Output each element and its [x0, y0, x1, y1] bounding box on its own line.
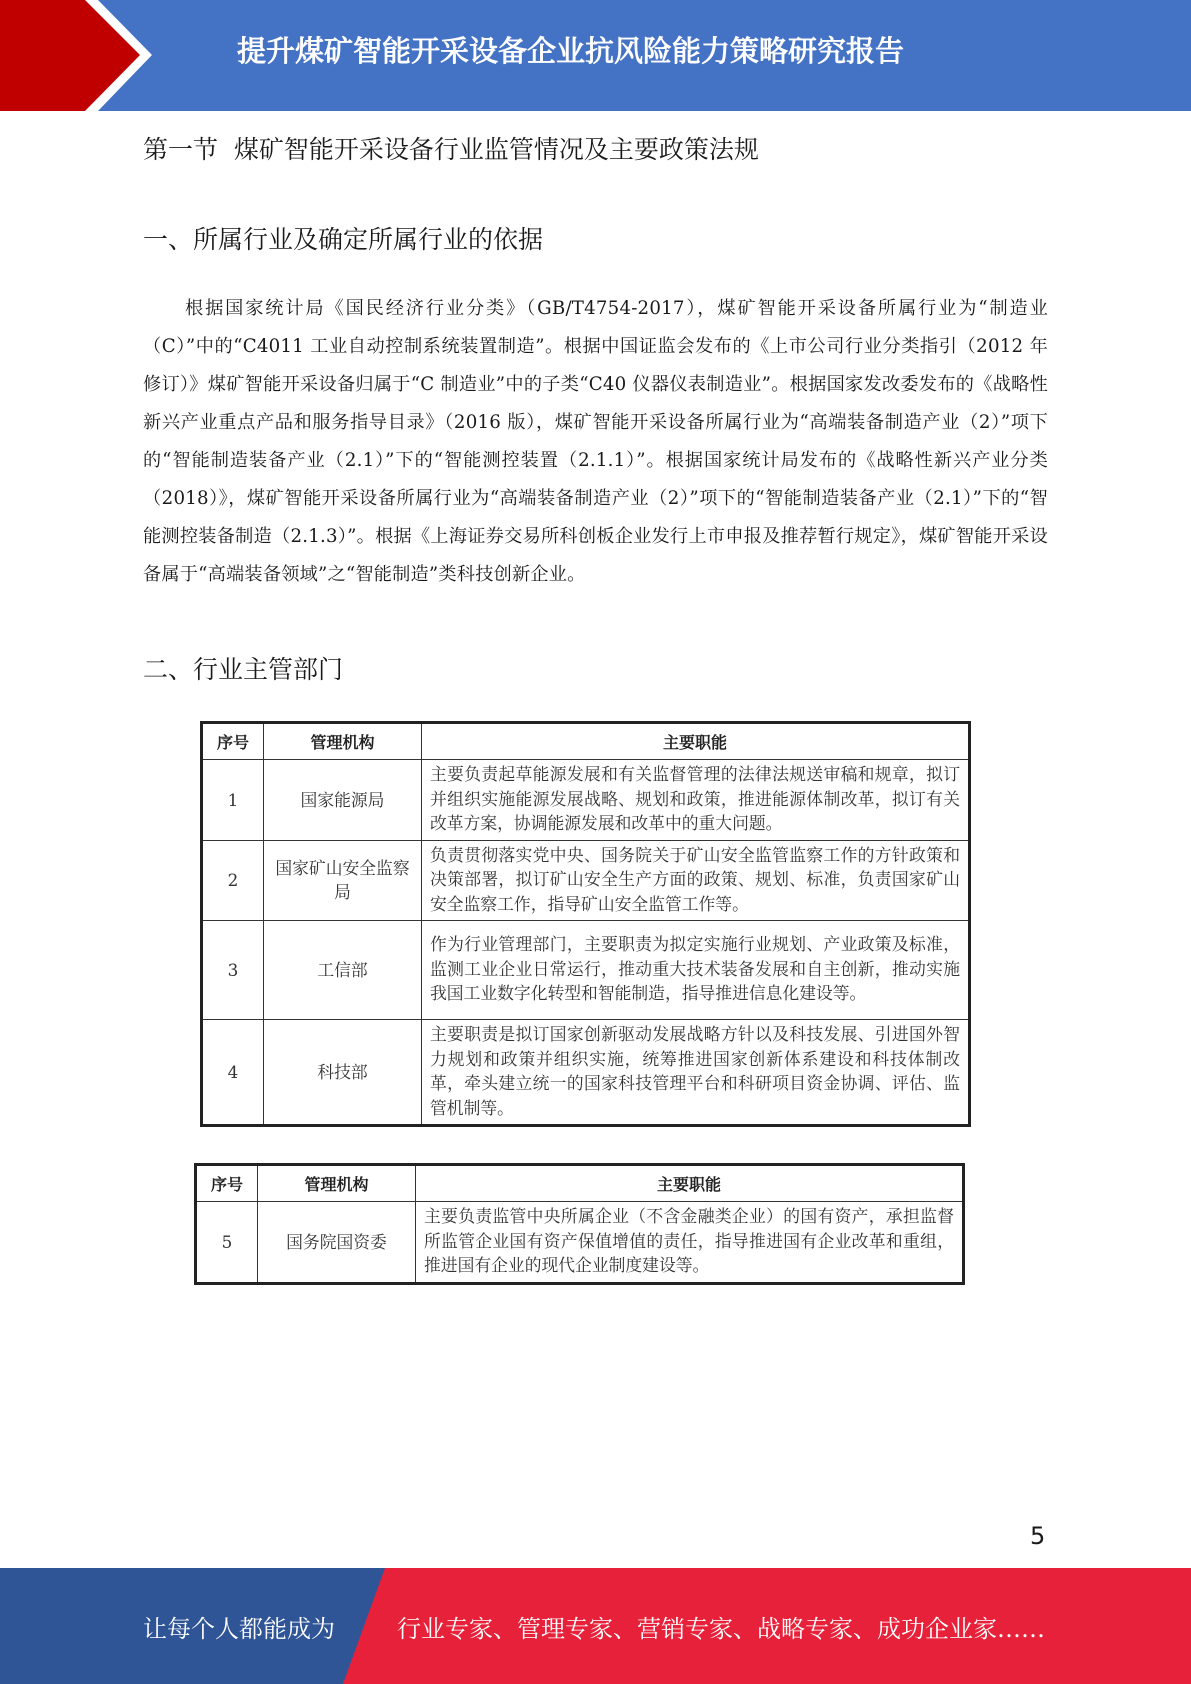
footer-slogan-left: 让每个人都能成为 [143, 1615, 335, 1643]
column-header-org: 管理机构 [258, 1165, 416, 1202]
page-number: 5 [1030, 1522, 1046, 1550]
table-row [196, 1202, 964, 1284]
row-organization: 工信部 [264, 921, 422, 1020]
footer-slogan-right: 行业专家、管理专家、营销专家、战略专家、成功企业家…… [397, 1615, 1045, 1643]
row-number: 5 [196, 1202, 258, 1284]
table-row [202, 760, 970, 841]
column-header-no: 序号 [196, 1165, 258, 1202]
table-row [202, 840, 970, 921]
row-duty: 主要职责是拟订国家创新驱动发展战略方针以及科技发展、引进国外智力规划和政策并组织实施，统筹推进国家创新体系建设和科技体制改革，牵头建立统一的国家科技管理平台和科研项目资金协调、评估、监管机制等。 [422, 1020, 970, 1126]
row-duty: 主要负责起草能源发展和有关监督管理的法律法规送审稿和规章，拟订并组织实施能源发展战略、规划和政策，推进能源体制改革，拟订有关改革方案，协调能源发展和改革中的重大问题。 [422, 760, 970, 841]
regulators-table-continued [194, 1163, 965, 1285]
section-title: 第一节 煤矿智能开采设备行业监管情况及主要政策法规 [143, 135, 759, 164]
row-number: 4 [202, 1020, 264, 1126]
row-duty: 作为行业管理部门，主要职责为拟定实施行业规划、产业政策及标准，监测工业企业日常运行，推动重大技术装备发展和自主创新，推动实施我国工业数字化转型和智能制造，指导推进信息化建设等。 [422, 921, 970, 1020]
row-number: 1 [202, 760, 264, 841]
table-header-row [196, 1165, 964, 1202]
table-header-row [202, 723, 970, 760]
row-duty: 负责贯彻落实党中央、国务院关于矿山安全监管监察工作的方针政策和决策部署，拟订矿山安全生产方面的政策、规划、标准，负责国家矿山安全监察工作，指导矿山安全监管工作等。 [422, 840, 970, 921]
column-header-no: 序号 [202, 723, 264, 760]
row-number: 3 [202, 921, 264, 1020]
row-organization: 国务院国资委 [258, 1202, 416, 1284]
row-organization: 科技部 [264, 1020, 422, 1126]
regulators-table [200, 721, 971, 1127]
report-title: 提升煤矿智能开采设备企业抗风险能力策略研究报告 [237, 34, 905, 68]
row-organization [264, 840, 422, 921]
row-organization: 国家能源局 [264, 760, 422, 841]
row-organization-text: 国家矿山安全监察局 [275, 858, 410, 903]
row-number: 2 [202, 840, 264, 921]
column-header-org: 管理机构 [264, 723, 422, 760]
row-duty: 主要负责监管中央所属企业（不含金融类企业）的国有资产，承担监督所监管企业国有资产保值增值的责任，指导推进国有企业改革和重组，推进国有企业的现代企业制度建设等。 [416, 1202, 964, 1284]
heading-regulatory-authorities: 二、行业主管部门 [143, 655, 344, 684]
column-header-duty: 主要职能 [416, 1165, 964, 1202]
table-row [202, 1020, 970, 1126]
heading-industry-classification: 一、所属行业及确定所属行业的依据 [143, 225, 544, 254]
table-row [202, 921, 970, 1020]
column-header-duty: 主要职能 [422, 723, 970, 760]
industry-classification-paragraph: 根据国家统计局《国民经济行业分类》（GB/T4754-2017），煤矿智能开采设备所属行业为“制造业（C）”中的“C4011 工业自动控制系统装置制造”。根据中国证监会发布的《上市公司行业分类指引（2012 年修订）》煤矿智能开采设备归属于“C 制造业”中的子类“C40 仪器仪表制造业”。根据国家发改委发布的《战略性新兴产业重点产品和服务指导目录》（2016 版），煤矿智能开采设备所属行业为“高端装备制造产业（2）”项下的“智能制造装备产业（2.1）”下的“智能测控装置（2.1.1）”。根据国家统计局发布的《战略性新兴产业分类（2018）》，煤矿智能开采设备所属行业为“高端装备制造产业（2）”项下的“智能制造装备产业（2.1）”下的“智能测控装备制造（2.1.3）”。根据《上海证券交易所科创板企业发行上市申报及推荐暂行规定》，煤矿智能开采设备属于“高端装备领域”之“智能制造”类科技创新企业。 [143, 298, 1048, 585]
